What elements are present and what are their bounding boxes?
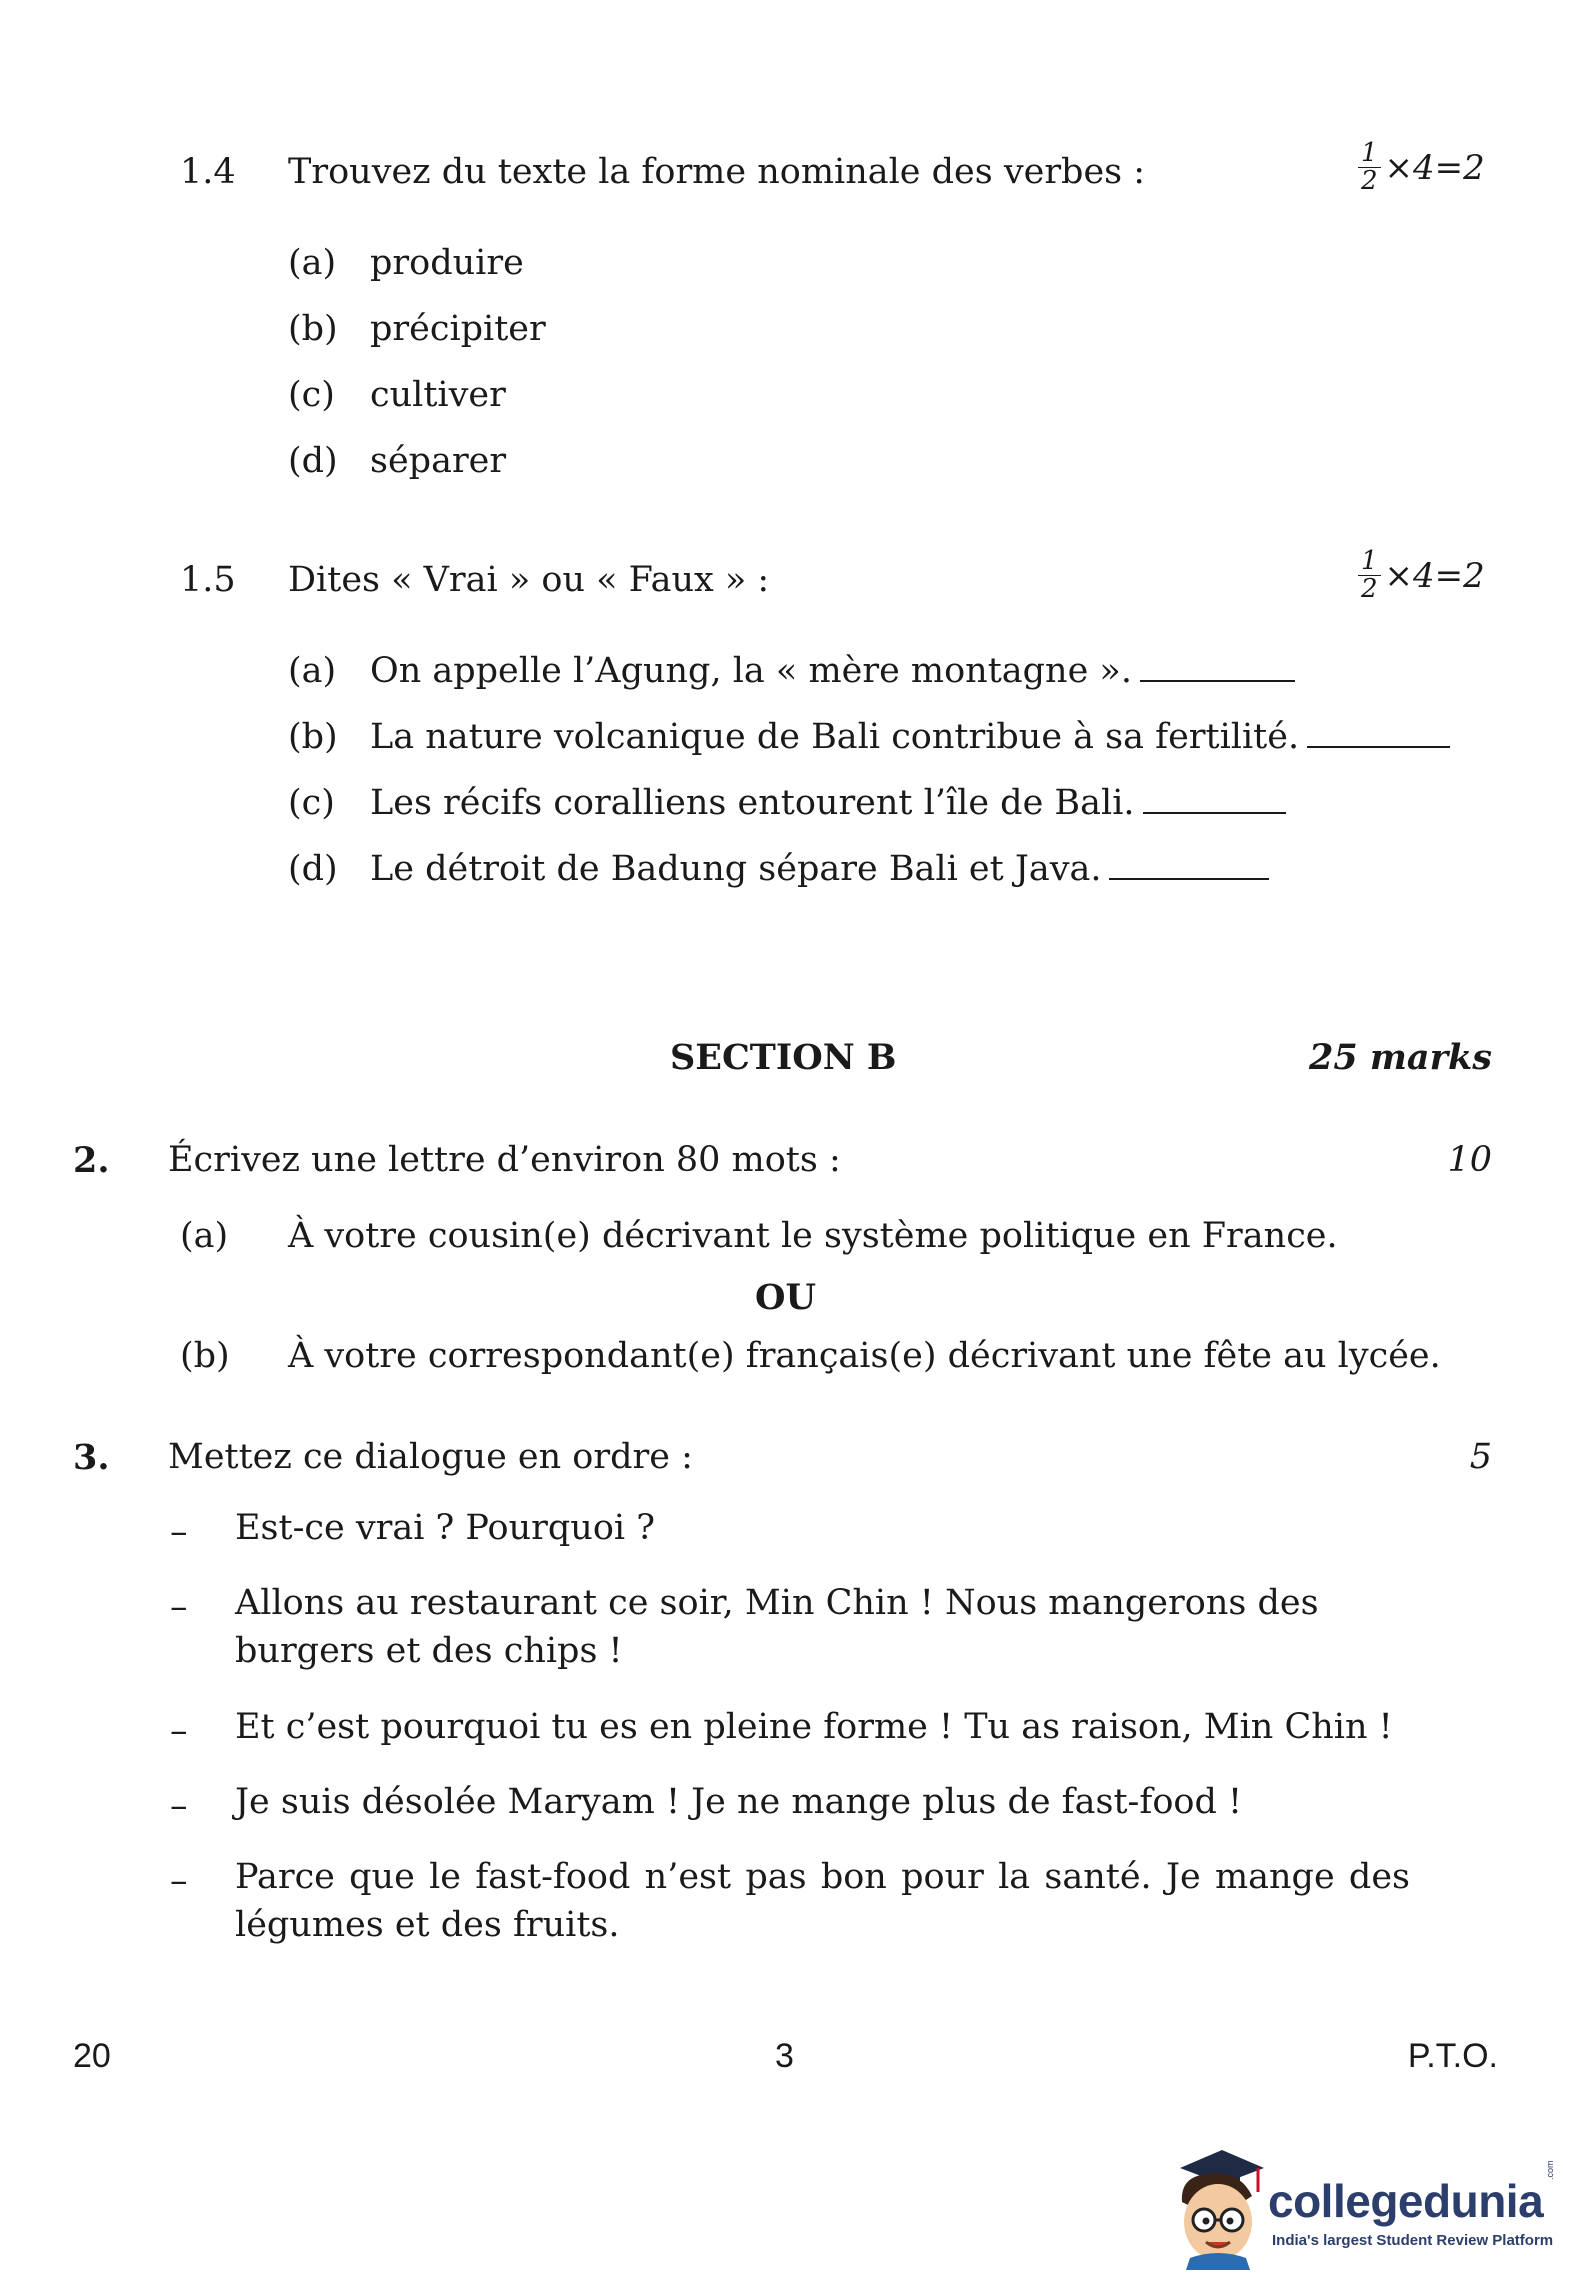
q2-marks: 10 [1447,1140,1492,1180]
q14-item-c-text: cultiver [370,375,506,415]
q15-item-a-text: On appelle l’Agung, la « mère montagne ». [370,651,1132,691]
q14-item-b-text: précipiter [370,309,546,349]
q2-or: OU [755,1277,817,1318]
q14-prompt: Trouvez du texte la forme nominale des verbes : [288,152,1146,192]
q3-prompt: Mettez ce dialogue en ordre : [168,1437,693,1477]
footer-pto: P.T.O. [1407,2037,1498,2075]
q15-item-d [370,849,1269,889]
section-b-title: SECTION B [670,1037,897,1078]
dialogue-line-1: Est-ce vrai ? Pourquoi ? [235,1508,655,1548]
answer-blank [1307,746,1450,748]
dialogue-dash: – [170,1587,188,1627]
collegedunia-watermark [1160,2140,1560,2270]
q3-marks: 5 [1469,1437,1492,1477]
q15-item-d-label: (d) [288,849,338,889]
dialogue-line-5: Parce que le fast-food n’est pas bon pour la santé. Je mange des légumes et des fruits. [235,1857,1410,1945]
q15-marks [1358,548,1485,604]
q2-option-b-text: À votre correspondant(e) français(e) décrivant une fête au lycée. [288,1336,1441,1376]
q14-item-d-text: séparer [370,441,507,481]
dialogue-line-4: Je suis désolée Maryam ! Je ne mange plus de fast-food ! [235,1782,1243,1822]
q2-number: 2. [73,1140,110,1181]
q15-number: 1.5 [180,560,236,600]
dialogue-dash: – [170,1711,188,1751]
q3-number: 3. [73,1437,110,1478]
footer-code: 20 [73,2037,111,2075]
mascot-icon [1160,2140,1270,2270]
q15-item-b [370,717,1450,757]
answer-blank [1140,680,1295,682]
q15-item-b-label: (b) [288,717,338,757]
q15-item-b-text: La nature volcanique de Bali contribue à sa fertilité. [370,717,1300,757]
dialogue-dash: – [170,1861,188,1901]
q14-item-b-label: (b) [288,309,338,349]
q15-item-c-text: Les récifs coralliens entourent l’île de Bali. [370,783,1135,823]
q15-marks-rest: ×4=2 [1384,555,1485,596]
dialogue-dash: – [170,1786,188,1826]
q2-option-a-text: À votre cousin(e) décrivant le système politique en France. [288,1216,1338,1256]
q14-item-a-text: produire [370,243,524,283]
q2-option-a-label: (a) [180,1216,229,1256]
q14-marks [1358,140,1485,196]
footer-page-number: 3 [775,2037,794,2075]
answer-blank [1143,812,1286,814]
q15-marks-den: 2 [1361,574,1378,605]
q14-marks-rest: ×4=2 [1384,147,1485,188]
q14-marks-den: 2 [1361,166,1378,197]
q15-item-c-label: (c) [288,783,335,823]
dialogue-dash: – [170,1512,188,1552]
dialogue-line-3: Et c’est pourquoi tu es en pleine forme ! Tu as raison, Min Chin ! [235,1707,1393,1747]
q14-marks-num: 1 [1358,140,1381,168]
brand-name: collegedunia [1268,2175,1544,2227]
q15-item-a [370,651,1295,691]
q15-marks-num: 1 [1358,548,1381,576]
brand-tagline: India's largest Student Review Platform [1272,2232,1554,2249]
q14-item-a-label: (a) [288,243,337,283]
q14-number: 1.4 [180,152,236,192]
q14-item-c-label: (c) [288,375,335,415]
q15-item-d-text: Le détroit de Badung sépare Bali et Java. [370,849,1102,889]
q2-prompt: Écrivez une lettre d’environ 80 mots : [168,1140,841,1180]
section-b-marks: 25 marks [1309,1037,1492,1078]
q15-prompt: Dites « Vrai » ou « Faux » : [288,560,770,600]
q2-option-b-label: (b) [180,1336,230,1376]
q15-item-c [370,783,1286,823]
q15-item-a-label: (a) [288,651,337,691]
brand-domain: .com [1545,2160,1555,2180]
q14-item-d-label: (d) [288,441,338,481]
dialogue-line-2: Allons au restaurant ce soir, Min Chin ! Nous mangerons des burgers et des chips ! [235,1583,1319,1671]
answer-blank [1109,878,1269,880]
